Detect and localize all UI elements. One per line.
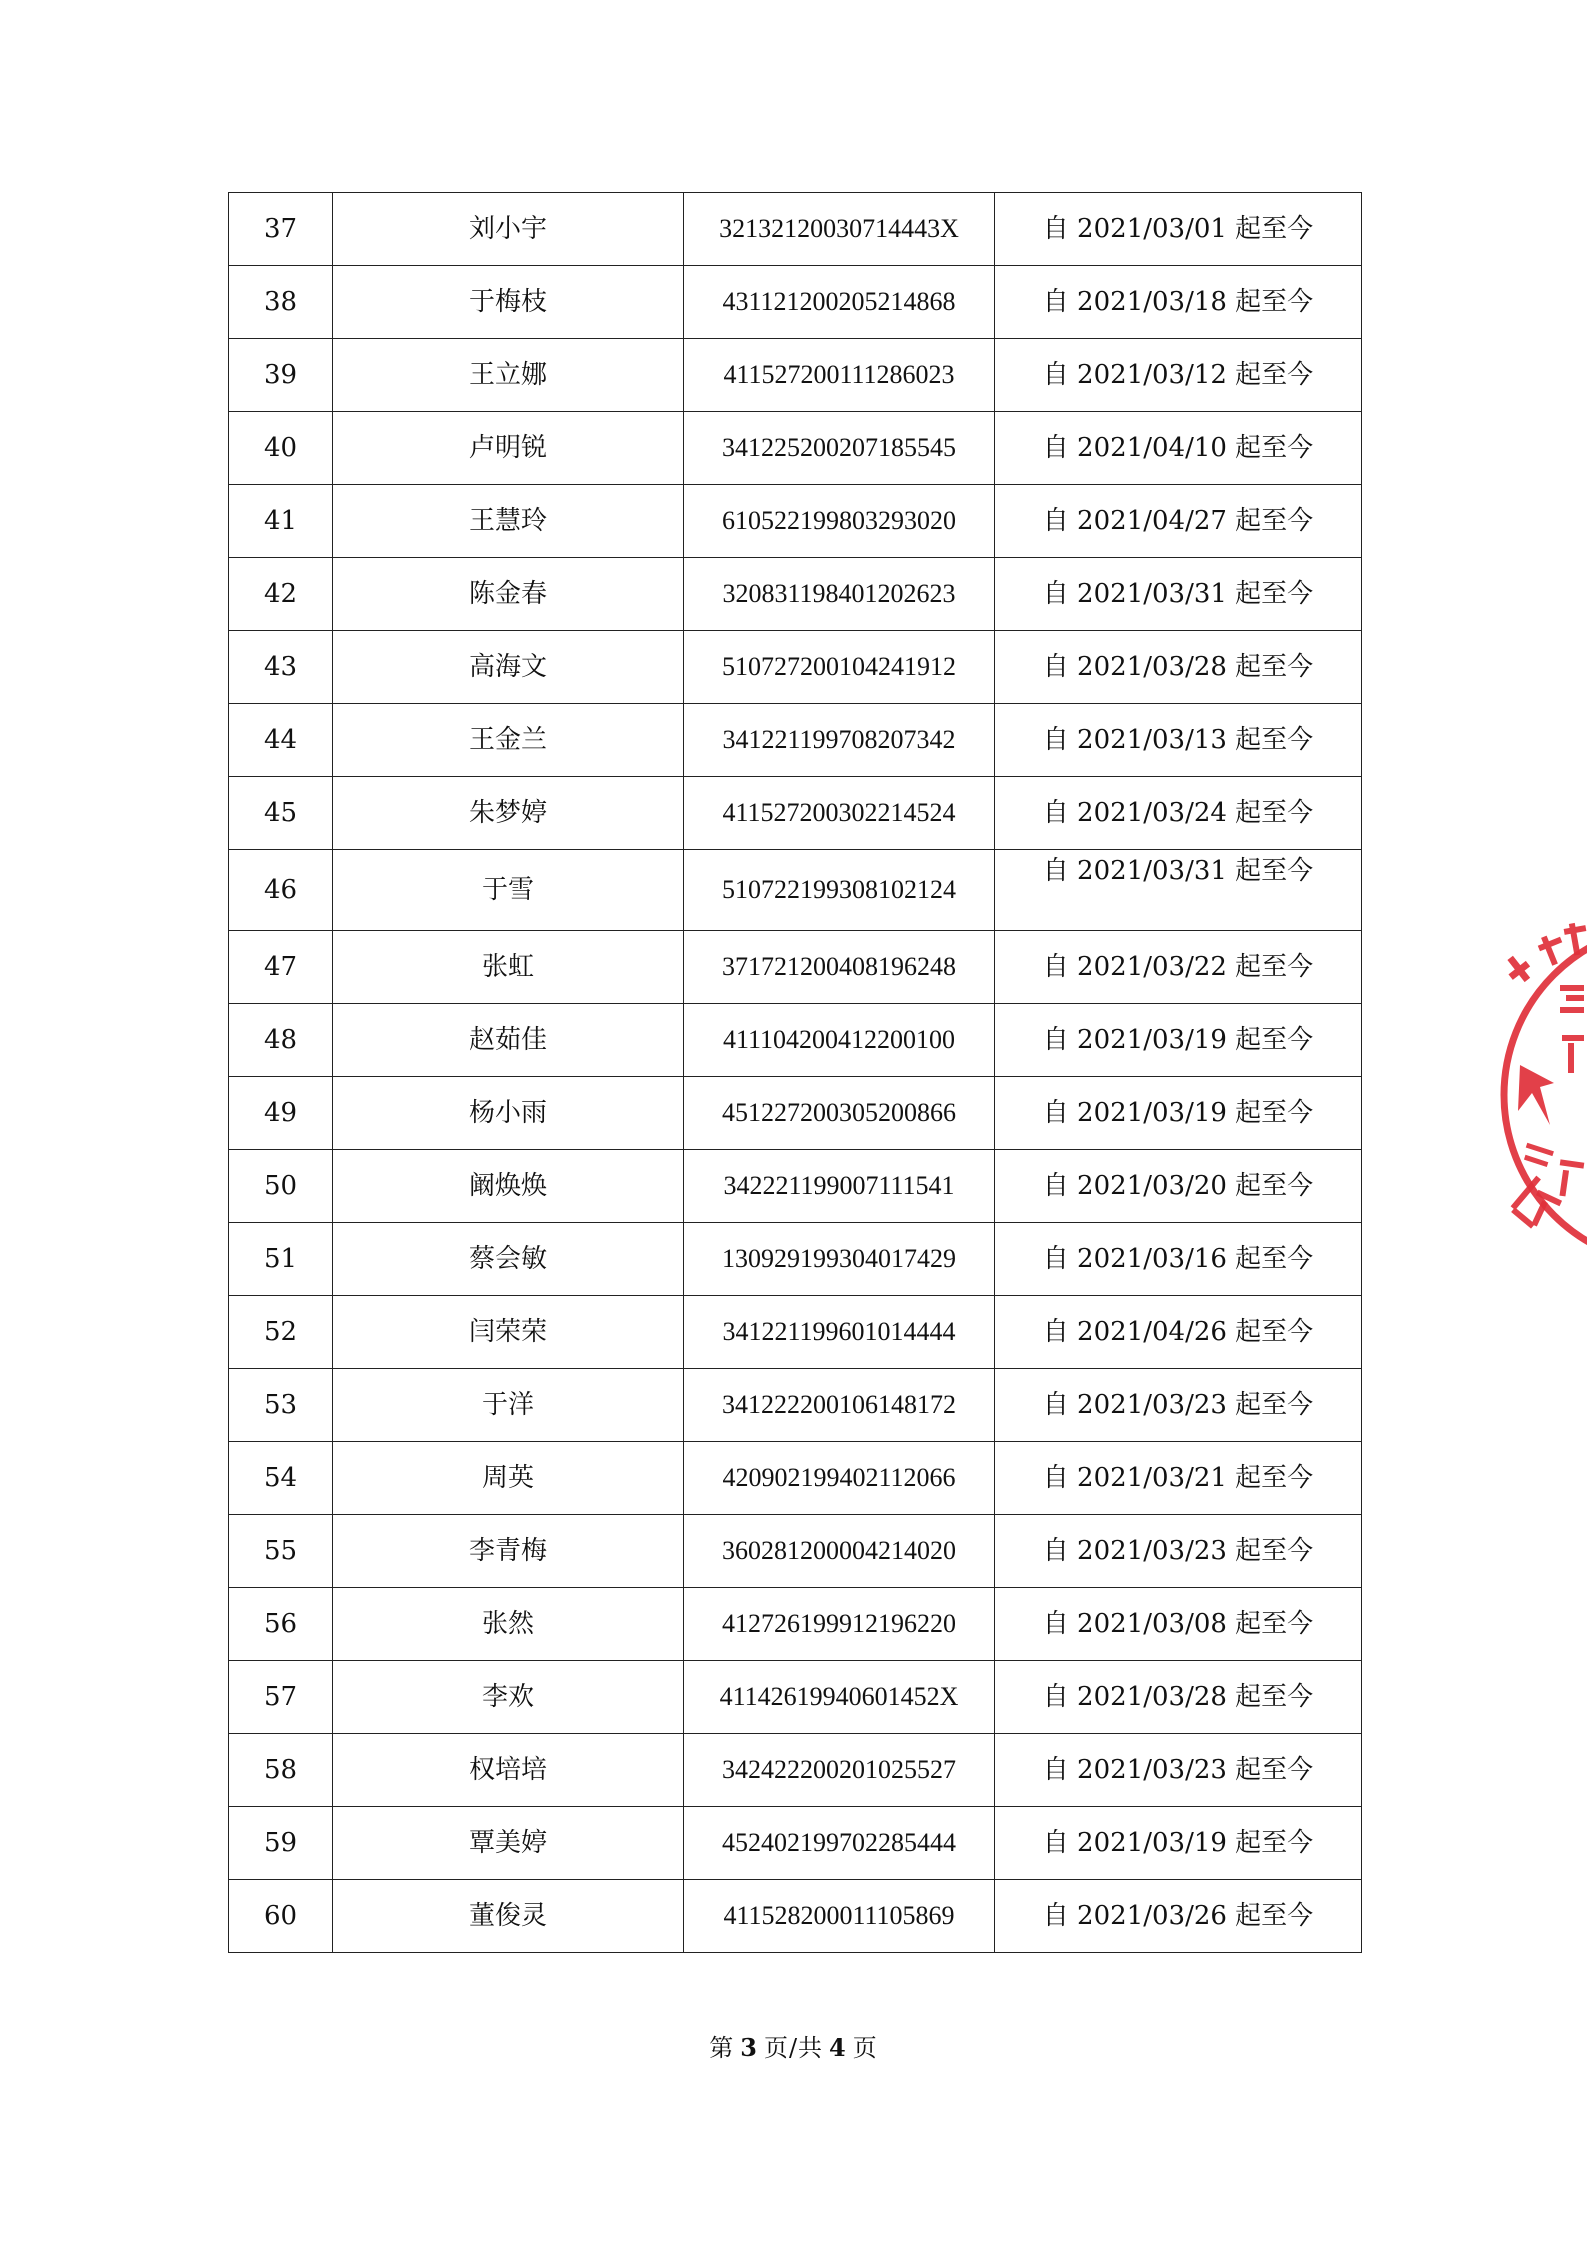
row-id-number: 320831198401202623 — [684, 558, 995, 631]
table-row — [229, 1661, 1362, 1734]
row-number: 54 — [229, 1442, 333, 1515]
row-id-number: 32132120030714443X — [684, 193, 995, 266]
table-row — [229, 1077, 1362, 1150]
row-period: 自 2021/03/19 起至今 — [995, 1807, 1362, 1880]
footer-middle: 页/共 — [763, 2034, 824, 2062]
row-number: 50 — [229, 1150, 333, 1223]
row-name: 周英 — [333, 1442, 684, 1515]
row-name: 阚焕焕 — [333, 1150, 684, 1223]
table-row — [229, 1296, 1362, 1369]
seal-icon — [1498, 915, 1587, 1275]
row-name: 董俊灵 — [333, 1880, 684, 1953]
row-name: 卢明锐 — [333, 412, 684, 485]
row-period: 自 2021/03/22 起至今 — [995, 931, 1362, 1004]
row-period: 自 2021/04/10 起至今 — [995, 412, 1362, 485]
row-id-number: 360281200004214020 — [684, 1515, 995, 1588]
row-id-number: 452402199702285444 — [684, 1807, 995, 1880]
table-row — [229, 850, 1362, 931]
table-row — [229, 1734, 1362, 1807]
official-seal-stamp — [1498, 915, 1587, 1275]
row-number: 44 — [229, 704, 333, 777]
row-number: 47 — [229, 931, 333, 1004]
row-name: 权培培 — [333, 1734, 684, 1807]
row-period: 自 2021/03/31 起至今 — [995, 850, 1362, 931]
row-name: 于梅枝 — [333, 266, 684, 339]
row-period: 自 2021/03/28 起至今 — [995, 631, 1362, 704]
row-period: 自 2021/03/31 起至今 — [995, 558, 1362, 631]
row-name: 李青梅 — [333, 1515, 684, 1588]
row-id-number: 412726199912196220 — [684, 1588, 995, 1661]
row-period: 自 2021/04/27 起至今 — [995, 485, 1362, 558]
row-name: 杨小雨 — [333, 1077, 684, 1150]
row-name: 张虹 — [333, 931, 684, 1004]
row-period: 自 2021/03/19 起至今 — [995, 1077, 1362, 1150]
row-id-number: 342221199007111541 — [684, 1150, 995, 1223]
row-period: 自 2021/03/13 起至今 — [995, 704, 1362, 777]
row-number: 53 — [229, 1369, 333, 1442]
row-number: 52 — [229, 1296, 333, 1369]
row-period: 自 2021/03/23 起至今 — [995, 1734, 1362, 1807]
row-period: 自 2021/03/19 起至今 — [995, 1004, 1362, 1077]
row-number: 40 — [229, 412, 333, 485]
row-number: 60 — [229, 1880, 333, 1953]
table-row — [229, 931, 1362, 1004]
table-row — [229, 1807, 1362, 1880]
table-row — [229, 266, 1362, 339]
roster-table-body — [229, 193, 1362, 1953]
row-number: 42 — [229, 558, 333, 631]
roster-table — [228, 192, 1362, 1953]
row-number: 48 — [229, 1004, 333, 1077]
row-period: 自 2021/03/26 起至今 — [995, 1880, 1362, 1953]
row-id-number: 420902199402112066 — [684, 1442, 995, 1515]
footer-total-pages: 4 — [829, 2033, 847, 2062]
row-name: 蔡会敏 — [333, 1223, 684, 1296]
table-row — [229, 1880, 1362, 1953]
row-number: 46 — [229, 850, 333, 931]
table-row — [229, 777, 1362, 850]
row-period: 自 2021/03/01 起至今 — [995, 193, 1362, 266]
row-name: 王金兰 — [333, 704, 684, 777]
row-name: 闫荣荣 — [333, 1296, 684, 1369]
row-id-number: 341221199708207342 — [684, 704, 995, 777]
row-number: 49 — [229, 1077, 333, 1150]
row-name: 朱梦婷 — [333, 777, 684, 850]
row-id-number: 411528200011105869 — [684, 1880, 995, 1953]
row-name: 张然 — [333, 1588, 684, 1661]
table-row — [229, 558, 1362, 631]
row-period: 自 2021/03/16 起至今 — [995, 1223, 1362, 1296]
row-id-number: 130929199304017429 — [684, 1223, 995, 1296]
row-number: 57 — [229, 1661, 333, 1734]
row-number: 43 — [229, 631, 333, 704]
row-id-number: 411527200302214524 — [684, 777, 995, 850]
row-id-number: 431121200205214868 — [684, 266, 995, 339]
row-name: 于洋 — [333, 1369, 684, 1442]
table-row — [229, 1442, 1362, 1515]
row-name: 李欢 — [333, 1661, 684, 1734]
table-row — [229, 704, 1362, 777]
table-row — [229, 1515, 1362, 1588]
row-number: 56 — [229, 1588, 333, 1661]
row-period: 自 2021/03/23 起至今 — [995, 1515, 1362, 1588]
table-row — [229, 631, 1362, 704]
row-period: 自 2021/03/18 起至今 — [995, 266, 1362, 339]
row-number: 39 — [229, 339, 333, 412]
row-id-number: 510727200104241912 — [684, 631, 995, 704]
row-name: 高海文 — [333, 631, 684, 704]
table-row — [229, 485, 1362, 558]
row-name: 王慧玲 — [333, 485, 684, 558]
row-name: 陈金春 — [333, 558, 684, 631]
row-period: 自 2021/03/21 起至今 — [995, 1442, 1362, 1515]
row-number: 55 — [229, 1515, 333, 1588]
row-id-number: 371721200408196248 — [684, 931, 995, 1004]
footer-prefix: 第 — [709, 2034, 735, 2062]
page-footer — [0, 2028, 1587, 2063]
row-number: 38 — [229, 266, 333, 339]
row-name: 王立娜 — [333, 339, 684, 412]
row-name: 于雪 — [333, 850, 684, 931]
row-number: 59 — [229, 1807, 333, 1880]
row-period: 自 2021/03/24 起至今 — [995, 777, 1362, 850]
row-period: 自 2021/03/12 起至今 — [995, 339, 1362, 412]
footer-current-page: 3 — [740, 2033, 758, 2062]
row-id-number: 41142619940601452X — [684, 1661, 995, 1734]
table-row — [229, 412, 1362, 485]
row-id-number: 411104200412200100 — [684, 1004, 995, 1077]
table-row — [229, 1150, 1362, 1223]
table-row — [229, 339, 1362, 412]
row-id-number: 610522199803293020 — [684, 485, 995, 558]
row-period: 自 2021/03/28 起至今 — [995, 1661, 1362, 1734]
table-row — [229, 1004, 1362, 1077]
table-row — [229, 193, 1362, 266]
row-number: 58 — [229, 1734, 333, 1807]
table-row — [229, 1369, 1362, 1442]
row-id-number: 341225200207185545 — [684, 412, 995, 485]
table-row — [229, 1588, 1362, 1661]
row-number: 45 — [229, 777, 333, 850]
row-period: 自 2021/03/20 起至今 — [995, 1150, 1362, 1223]
row-id-number: 510722199308102124 — [684, 850, 995, 931]
row-number: 51 — [229, 1223, 333, 1296]
footer-suffix: 页 — [852, 2034, 878, 2062]
row-id-number: 341221199601014444 — [684, 1296, 995, 1369]
row-number: 41 — [229, 485, 333, 558]
row-id-number: 451227200305200866 — [684, 1077, 995, 1150]
row-id-number: 341222200106148172 — [684, 1369, 995, 1442]
table-row — [229, 1223, 1362, 1296]
row-name: 覃美婷 — [333, 1807, 684, 1880]
row-number: 37 — [229, 193, 333, 266]
row-id-number: 342422200201025527 — [684, 1734, 995, 1807]
row-id-number: 411527200111286023 — [684, 339, 995, 412]
row-name: 刘小宇 — [333, 193, 684, 266]
row-period: 自 2021/04/26 起至今 — [995, 1296, 1362, 1369]
row-period: 自 2021/03/08 起至今 — [995, 1588, 1362, 1661]
row-period: 自 2021/03/23 起至今 — [995, 1369, 1362, 1442]
row-name: 赵茹佳 — [333, 1004, 684, 1077]
